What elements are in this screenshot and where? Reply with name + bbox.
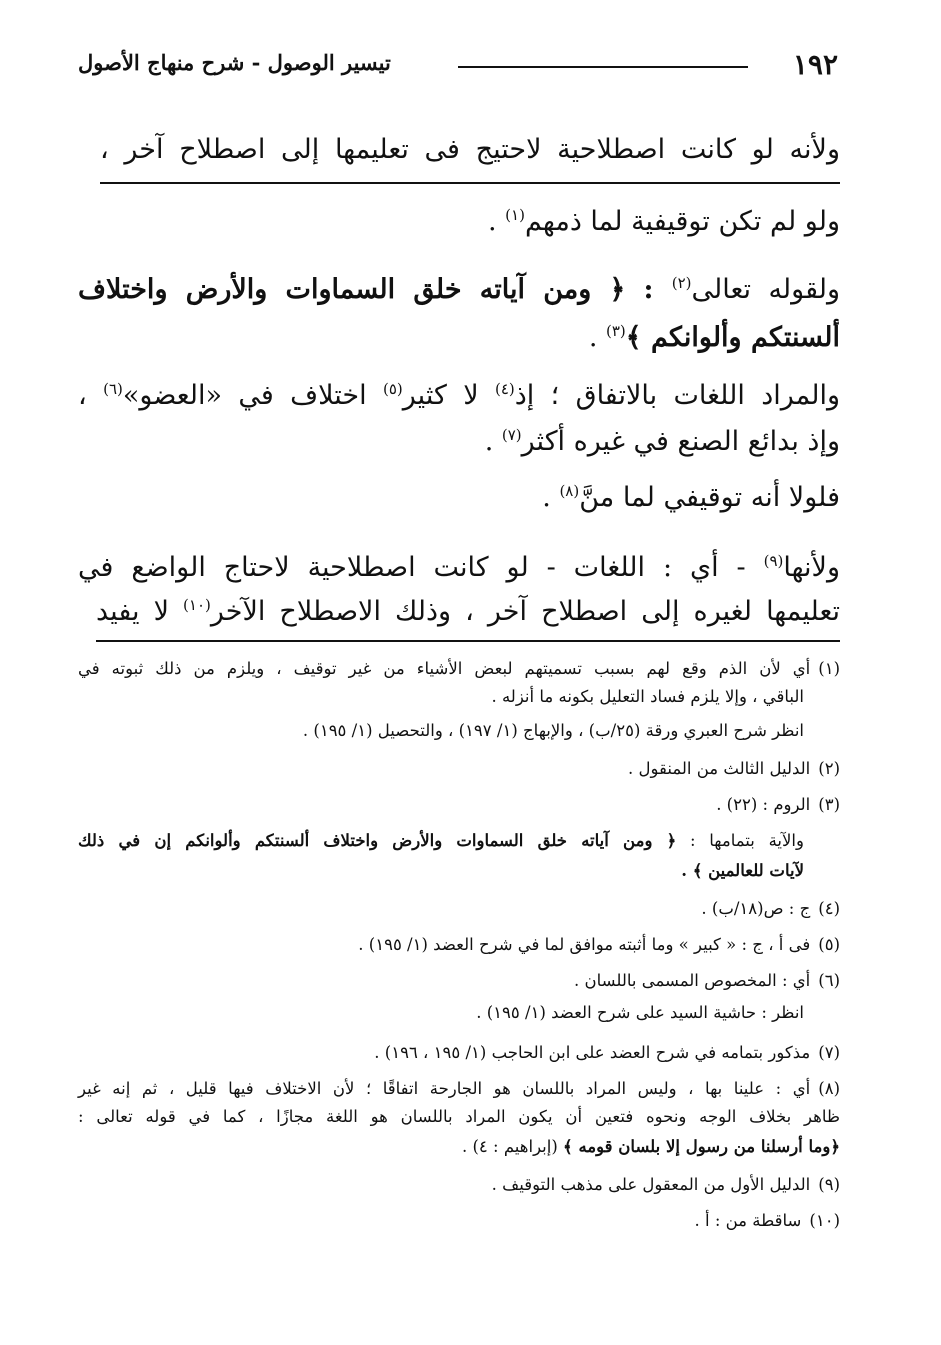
footnote-3-verse-end: لآيات للعالمين ﴾ . [681, 861, 804, 880]
text-line-8: ولأنها$^{(٩)}$ - أي : اللغات - لو كانت اصطلاحية لاحتاج الواضع في [78, 552, 840, 583]
footnote-7: (٧)مذكور بتمامه في شرح العضد على ابن الحاجب (١/ ١٩٥ ، ١٩٦) . [374, 1043, 840, 1062]
footnote-ref: (٥) [383, 380, 403, 398]
footnote-9: (٩)الدليل الأول من المعقول على مذهب التوقيف . [491, 1175, 840, 1194]
text-line-6: وإذ بدائع الصنع في غيره أكثر$^{(٧)}$ . [484, 426, 840, 457]
footnote-8: (٨)أي : علينا بها ، وليس المراد باللسان هو الجارحة اتفاقًا ؛ لأن الاختلاف فيها قليل ، ثم إنه غير [78, 1079, 840, 1098]
footnote-ref: (١٠) [183, 596, 211, 614]
text-line-7: فلولا أنه توقيفي لما منَّ$^{(٨)}$ . [542, 482, 840, 513]
footnote-2: (٢)الدليل الثالث من المنقول . [628, 759, 840, 778]
footnote-3: (٣)الروم : (٢٢) . [716, 795, 840, 814]
footnote-ref: (٢) [671, 274, 692, 292]
footnote-5: (٥)فى أ ، ج : « كبير » وما أثبته موافق لما في شرح العضد (١/ ١٩٥) . [358, 935, 840, 954]
footnote-3-verse: والآية بتمامها : ﴿ ومن آياته خلق السماوات والأرض واختلاف ألسنتكم وألوانكم إن في ذلك [78, 831, 804, 850]
text-line-4: ألسنتكم وألوانكم ﴾$^{(٣)}$ . [588, 322, 840, 353]
footnote-1-ref: انظر شرح العبري ورقة (٢٥/ب) ، والإبهاج (١/ ١٩٧) ، والتحصيل (١/ ١٩٥) . [302, 721, 804, 740]
text-line-9: تعليمها لغيره إلى اصطلاح آخر ، وذلك الاصطلاح الآخر$^{(١٠)}$ لا يفيد [96, 592, 840, 642]
header-rule [458, 66, 748, 68]
footnote-1: (١)أي لأن الذم وقع لهم بسبب تسميتهم لبعض الأشياء من غير توقيف ، ويلزم من ذلك ثبوته في [78, 659, 840, 678]
running-title: تيسير الوصول - شرح منهاج الأصول [78, 50, 391, 75]
footnote-1-cont: الباقي ، وإلا يلزم فساد التعليل بكونه ما أنزله . [491, 687, 804, 706]
footnote-ref: (٧) [501, 426, 522, 444]
footnote-10: (١٠)ساقطة من : أ . [694, 1211, 840, 1230]
footnote-ref: (٩) [763, 552, 784, 570]
footnote-8-verse: ﴿وما أرسلنا من رسول إلا بلسان قومه ﴾ (إبراهيم : ٤) . [461, 1137, 840, 1156]
running-header [78, 48, 838, 88]
footnote-6-ref: انظر : حاشية السيد على شرح العضد (١/ ١٩٥) . [476, 1003, 804, 1022]
footnote-ref: (٦) [103, 380, 123, 398]
footnote-ref: (٨) [559, 482, 580, 500]
text-line-1: ولأنه لو كانت اصطلاحية لاحتيج فى تعليمها إلى اصطلاح آخر ، [100, 130, 840, 184]
footnote-ref: (٤) [494, 380, 515, 398]
footnote-6: (٦)أي : المخصوص المسمى باللسان . [574, 971, 840, 990]
page-number: ١٩٢ [792, 48, 838, 81]
footnote-8-cont: ظاهر بخلاف الوجه ونحوه فتعين أن يكون المراد باللسان هو اللغة مجازًا ، كما في قوله تعالى : [78, 1107, 840, 1126]
footnote-4: (٤)ج : ص(١٨/ب) . [701, 899, 840, 918]
footnote-ref: (٣) [605, 322, 626, 340]
text-line-5: والمراد اللغات بالاتفاق ؛ إذ$^{(٤)}$ لا كثير$^{(٥)}$ اختلاف في «العضو»$^{(٦)}$ ، [78, 380, 840, 411]
text-line-3: ولقوله تعالى$^{(٢)}$ : ﴿ ومن آياته خلق السماوات والأرض واختلاف [78, 274, 841, 305]
text-line-2: ولو لم تكن توقيفية لما ذمهم$^{(١)}$ . [487, 206, 840, 237]
footnote-ref: (١) [505, 206, 525, 224]
